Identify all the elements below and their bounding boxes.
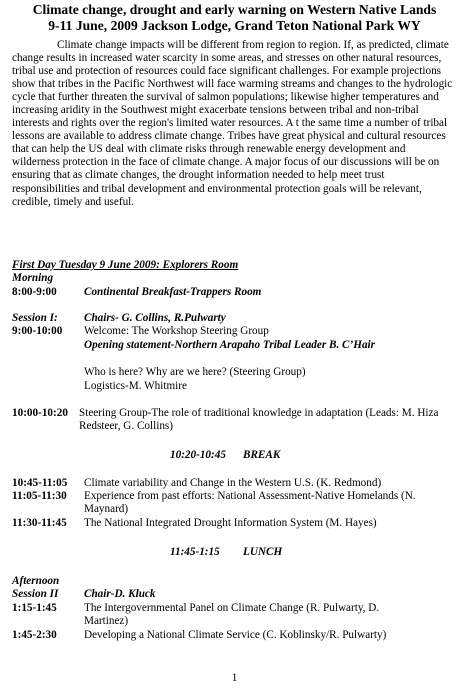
- logistics-text: Logistics-M. Whitmire: [84, 380, 187, 392]
- item-3-text: The National Integrated Drought Information System (M. Hayes): [84, 517, 377, 529]
- title-line-2: 9-11 June, 2009 Jackson Lodge, Grand Teton National Park WY: [48, 18, 421, 33]
- lunch-time: 11:45-1:15: [170, 546, 220, 558]
- item-1-text: Climate variability and Change in the Western U.S. (K. Redmond): [84, 477, 382, 489]
- welcome-text: Welcome: The Workshop Steering Group: [84, 325, 269, 337]
- session-1-chairs: Chairs- G. Collins, R.Pulwarty: [84, 312, 226, 324]
- welcome-time: 9:00-10:00: [12, 325, 63, 337]
- item-2-text: Experience from past efforts: National Assessment-Native Homelands (N. Maynard): [84, 490, 416, 515]
- session-1-label: Session I:: [12, 312, 58, 324]
- session-2-label: Session II: [12, 588, 59, 600]
- item-5-text: Developing a National Climate Service (C. Koblinsky/R. Pulwarty): [84, 629, 387, 641]
- item-5-time: 1:45-2:30: [12, 629, 57, 641]
- item-1-time: 10:45-11:05: [12, 477, 68, 489]
- item-3-time: 11:30-11:45: [12, 517, 67, 529]
- lunch-label: LUNCH: [243, 546, 283, 558]
- afternoon-label: Afternoon: [12, 575, 60, 587]
- intro-paragraph: Climate change impacts will be different from region to region. If, as predicted, climate change results in increased water scarcity in some areas, and stresses on other natural resources, tribal use and protection of resources could face significant challenges. For example projections show that tribes in the Pacific Northwest will face warming streams and changes to the hydrologic cycle that further threaten the survival of salmon populations; likewise higher temperatures and increasing aridity in the Southwest might exacerbate tensions between tribal and non-tribal interests and rights over the region's limited water resources. A t the same time a number of tribal lessons are available to address climate change. Tribes have great physical and cultural resources that can help the US deal with climate risks through renewable energy development and wilderness protection in the face of climate change. A major focus of our discussions will be on ensuring that as climate changes, the drought information needed to help meet trust responsibilities and tribal development and environmental protection goals will be relevant, credible, timely and useful.: [12, 39, 453, 208]
- session-2-chair: Chair-D. Kluck: [84, 588, 156, 600]
- break-time: 10:20-10:45: [170, 449, 226, 461]
- page-number: 1: [231, 672, 238, 684]
- opening-statement: Opening statement-Northern Arapaho Tribal Leader B. C’Hair: [84, 339, 375, 351]
- title-line-1: Climate change, drought and early warning on Western Native Lands: [32, 2, 437, 17]
- break-label: BREAK: [243, 449, 281, 461]
- steering-text: [79, 407, 457, 433]
- breakfast-text: Continental Breakfast-Trappers Room: [84, 286, 262, 298]
- item-4-time: 1:15-1:45: [12, 602, 57, 614]
- morning-label: Morning: [12, 272, 54, 284]
- steering-text-content: Steering Group-The role of traditional knowledge in adaptation (Leads: M. Hiza Redsteer, G. Collins): [79, 407, 439, 432]
- item-4-text: The Intergovernmental Panel on Climate Change (R. Pulwarty, D. Martinez): [84, 602, 380, 627]
- who-here-text: Who is here? Why are we here? (Steering Group): [84, 366, 306, 378]
- day-heading: First Day Tuesday 9 June 2009: Explorers Room: [12, 259, 239, 271]
- breakfast-time: 8:00-9:00: [12, 286, 57, 298]
- item-2-time: 11:05-11:30: [12, 490, 67, 502]
- steering-time: 10:00-10:20: [12, 407, 68, 419]
